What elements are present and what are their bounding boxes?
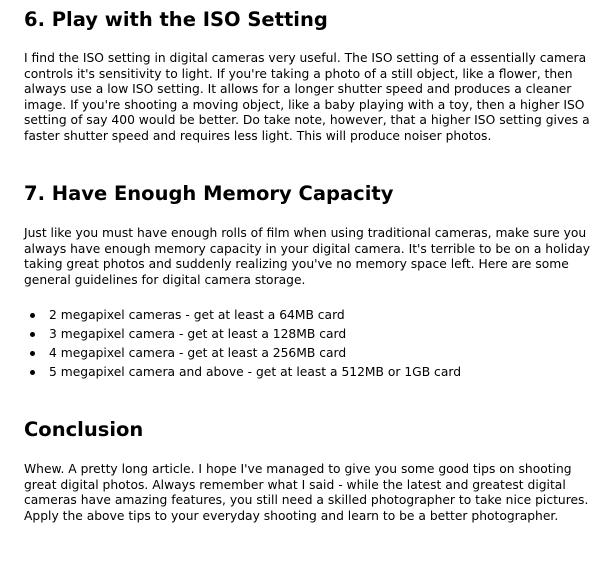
bullet-icon <box>30 332 35 337</box>
list-item-text: 3 megapixel camera - get at least a 128MB card <box>49 327 347 341</box>
list-item-text: 2 megapixel cameras - get at least a 64MB card <box>49 308 345 322</box>
list-item <box>49 306 594 325</box>
section-heading-iso-setting: 6. Play with the ISO Setting <box>24 8 328 31</box>
section-body-conclusion: Whew. A pretty long article. I hope I've managed to give you some good tips on shooting great digital photos. Always remember what I said - while the latest and greatest digital cameras have amazing features, you still need a skilled photographer to take nice pictures. Apply the above tips to your everyday shooting and learn to be a better photographer. <box>24 462 589 523</box>
bullet-icon <box>30 313 35 318</box>
bullet-icon <box>30 351 35 356</box>
list-item-text: 5 megapixel camera and above - get at least a 512MB or 1GB card <box>49 365 461 379</box>
section-body-memory-capacity: Just like you must have enough rolls of film when using traditional cameras, make sure you always have enough memory capacity in your digital camera. It's terrible to be on a holiday taking great photos and suddenly realizing you've no memory space left. Here are some general guidelines for digital camera storage. <box>24 226 591 287</box>
list-item <box>49 325 594 344</box>
storage-guidelines-list <box>24 306 594 382</box>
section-heading-memory-capacity: 7. Have Enough Memory Capacity <box>24 182 394 205</box>
list-item <box>49 363 594 382</box>
section-body-iso-setting: I find the ISO setting in digital cameras very useful. The ISO setting of a essentially camera controls it's sensitivity to light. If you're taking a photo of a still object, like a flower, then always use a low ISO setting. It allows for a longer shutter speed and produces a cleaner image. If you're shooting a moving object, like a baby playing with a toy, then a higher ISO setting of say 400 would be better. Do take note, however, that a higher ISO setting gives a faster shutter speed and requires less light. This will produce noiser photos. <box>24 51 590 143</box>
list-item-text: 4 megapixel camera - get at least a 256MB card <box>49 346 347 360</box>
section-heading-conclusion: Conclusion <box>24 418 144 441</box>
list-item <box>49 344 594 363</box>
bullet-icon <box>30 370 35 375</box>
